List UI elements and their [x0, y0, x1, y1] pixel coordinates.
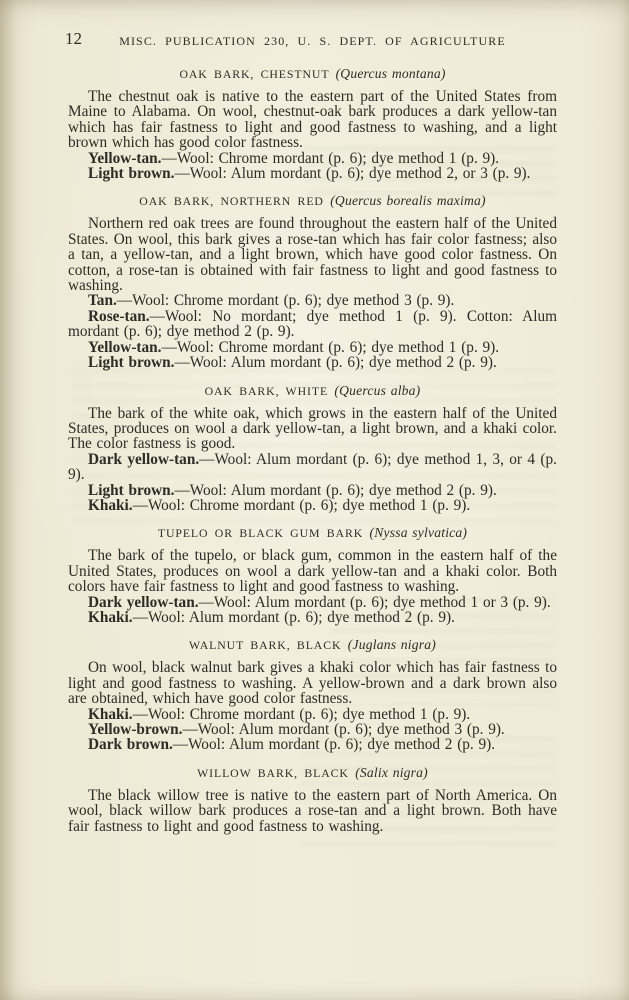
section-heading — [68, 526, 557, 540]
dye-entry — [68, 293, 557, 308]
dye-entry — [68, 707, 557, 722]
section-willow-bark-black — [68, 766, 557, 834]
section-heading-latin: (Nyssa sylvatica) — [369, 525, 468, 541]
dye-color-name: Khaki. — [88, 496, 133, 514]
dye-entry — [68, 151, 557, 166]
dye-color-name: Tan. — [88, 292, 117, 310]
section-heading-latin: (Juglans nigra) — [347, 637, 436, 653]
section-heading — [68, 638, 557, 652]
dye-entry — [68, 722, 557, 737]
dye-entry — [68, 737, 557, 752]
dye-entry — [68, 166, 557, 181]
dye-entry — [68, 610, 557, 625]
dye-method: —Wool: No mordant; dye method 1 (p. 9). Cotton: Alum mordant (p. 6); dye method 2 (p. 9). — [68, 307, 557, 341]
section-paragraph: Northern red oak trees are found throughout the eastern half of the United States. On wool, this bark gives a rose-tan which has fair color fastness; also a tan, a yellow-tan, and a light brown, which have good color fastness. On cotton, a rose-tan is obtained with fair fastness to light and good fastness to washing. — [68, 215, 557, 295]
dye-method: —Wool: Alum mordant (p. 6); dye method 2 (p. 9). — [174, 481, 497, 499]
dye-method: —Wool: Chrome mordant (p. 6); dye method 1 (p. 9). — [161, 149, 500, 167]
section-oak-bark-chestnut — [68, 67, 557, 181]
section-tupelo-black-gum-bark — [68, 526, 557, 625]
dye-color-name: Dark yellow-tan. — [88, 593, 199, 611]
section-heading-latin: (Quercus alba) — [334, 382, 421, 398]
dye-color-name: Light brown. — [88, 481, 175, 499]
dye-method: —Wool: Alum mordant (p. 6); dye method 1, 3, or 4 (p. 9). — [68, 450, 557, 484]
running-header — [65, 29, 557, 54]
section-paragraph: On wool, black walnut bark gives a khaki color which has fair fastness to light and good fastness to washing. A yellow-brown and a dark brown also are obtained, which have good color fastness. — [68, 659, 557, 708]
dye-method: —Wool: Alum mordant (p. 6); dye method 1 or 3 (p. 9). — [198, 593, 551, 611]
dye-method: —Wool: Alum mordant (p. 6); dye method 2, or 3 (p. 9). — [174, 165, 531, 183]
section-heading-name: OAK BARK, CHESTNUT — [179, 67, 330, 81]
dye-color-name: Rose-tan. — [88, 307, 150, 325]
dye-color-name: Yellow-tan. — [88, 338, 162, 356]
dye-color-name: Khaki. — [88, 705, 133, 723]
section-heading — [68, 384, 557, 398]
section-heading — [68, 194, 557, 208]
dye-method: —Wool: Alum mordant (p. 6); dye method 2 (p. 9). — [172, 736, 496, 754]
dye-color-name: Dark brown. — [88, 736, 173, 754]
section-paragraph: The black willow tree is native to the eastern part of North America. On wool, black willow bark produces a rose-tan and a light brown. Both have fair fastness to light and good fastness to washing. — [68, 786, 557, 835]
section-oak-bark-white — [68, 384, 557, 514]
dye-color-name: Light brown. — [88, 354, 175, 372]
section-oak-bark-northern-red — [68, 194, 557, 370]
page-content — [65, 29, 557, 835]
dye-method: —Wool: Chrome mordant (p. 6); dye method 3 (p. 9). — [116, 292, 455, 310]
dye-entry — [68, 355, 557, 370]
dye-method: —Wool: Chrome mordant (p. 6); dye method 1 (p. 9). — [132, 496, 471, 514]
section-heading — [68, 766, 557, 780]
section-heading — [68, 67, 557, 81]
section-heading-name: WILLOW BARK, BLACK — [197, 765, 349, 780]
dye-entry — [68, 309, 557, 340]
dye-entry — [68, 452, 557, 483]
section-heading-latin: (Quercus borealis maxima) — [330, 193, 486, 209]
dye-entry — [68, 498, 557, 513]
dye-method: —Wool: Chrome mordant (p. 6); dye method 1 (p. 9). — [132, 705, 471, 723]
dye-color-name: Yellow-tan. — [88, 149, 162, 167]
section-heading-latin: (Quercus montana) — [335, 66, 446, 81]
dye-color-name: Dark yellow-tan. — [88, 450, 200, 468]
running-header-title: MISC. PUBLICATION 230, U. S. DEPT. OF AGRICULTURE — [119, 34, 506, 48]
dye-method: —Wool: Alum mordant (p. 6); dye method 3 (p. 9). — [182, 721, 505, 738]
dye-color-name: Yellow-brown. — [88, 721, 183, 738]
page-number: 12 — [65, 29, 82, 48]
dye-entry — [68, 595, 557, 610]
section-heading-name: OAK BARK, NORTHERN RED — [139, 194, 324, 209]
dye-method: —Wool: Alum mordant (p. 6); dye method 2 (p. 9). — [174, 354, 497, 372]
section-heading-name: WALNUT BARK, BLACK — [189, 638, 342, 653]
dye-entry — [68, 483, 557, 498]
section-heading-name: TUPELO OR BLACK GUM BARK — [157, 526, 364, 541]
dye-method: —Wool: Chrome mordant (p. 6); dye method 1 (p. 9). — [161, 338, 500, 356]
section-walnut-bark-black — [68, 638, 557, 752]
dye-color-name: Light brown. — [88, 165, 175, 183]
section-paragraph: The chestnut oak is native to the eastern part of the United States from Maine to Alabama. On wool, chestnut-oak bark produces a dark yellow-tan which has fair fastness to light and good fastness to washing, and a light brown which has good color fastness. — [68, 88, 557, 152]
section-paragraph: The bark of the white oak, which grows in the eastern half of the United States, produces on wool a dark yellow-tan, a light brown, and a khaki color. The color fastness is good. — [68, 404, 557, 453]
dye-method: —Wool: Alum mordant (p. 6); dye method 2 (p. 9). — [132, 608, 455, 626]
dye-color-name: Khaki. — [88, 608, 133, 626]
dye-entry — [68, 340, 557, 355]
section-heading-name: OAK BARK, WHITE — [204, 383, 329, 398]
section-heading-latin: (Salix nigra) — [355, 764, 428, 780]
section-paragraph: The bark of the tupelo, or black gum, common in the eastern half of the United States, produces on wool a dark yellow-tan and a khaki color. Both colors have fair fastness to light and good fastness to washing. — [68, 547, 557, 596]
